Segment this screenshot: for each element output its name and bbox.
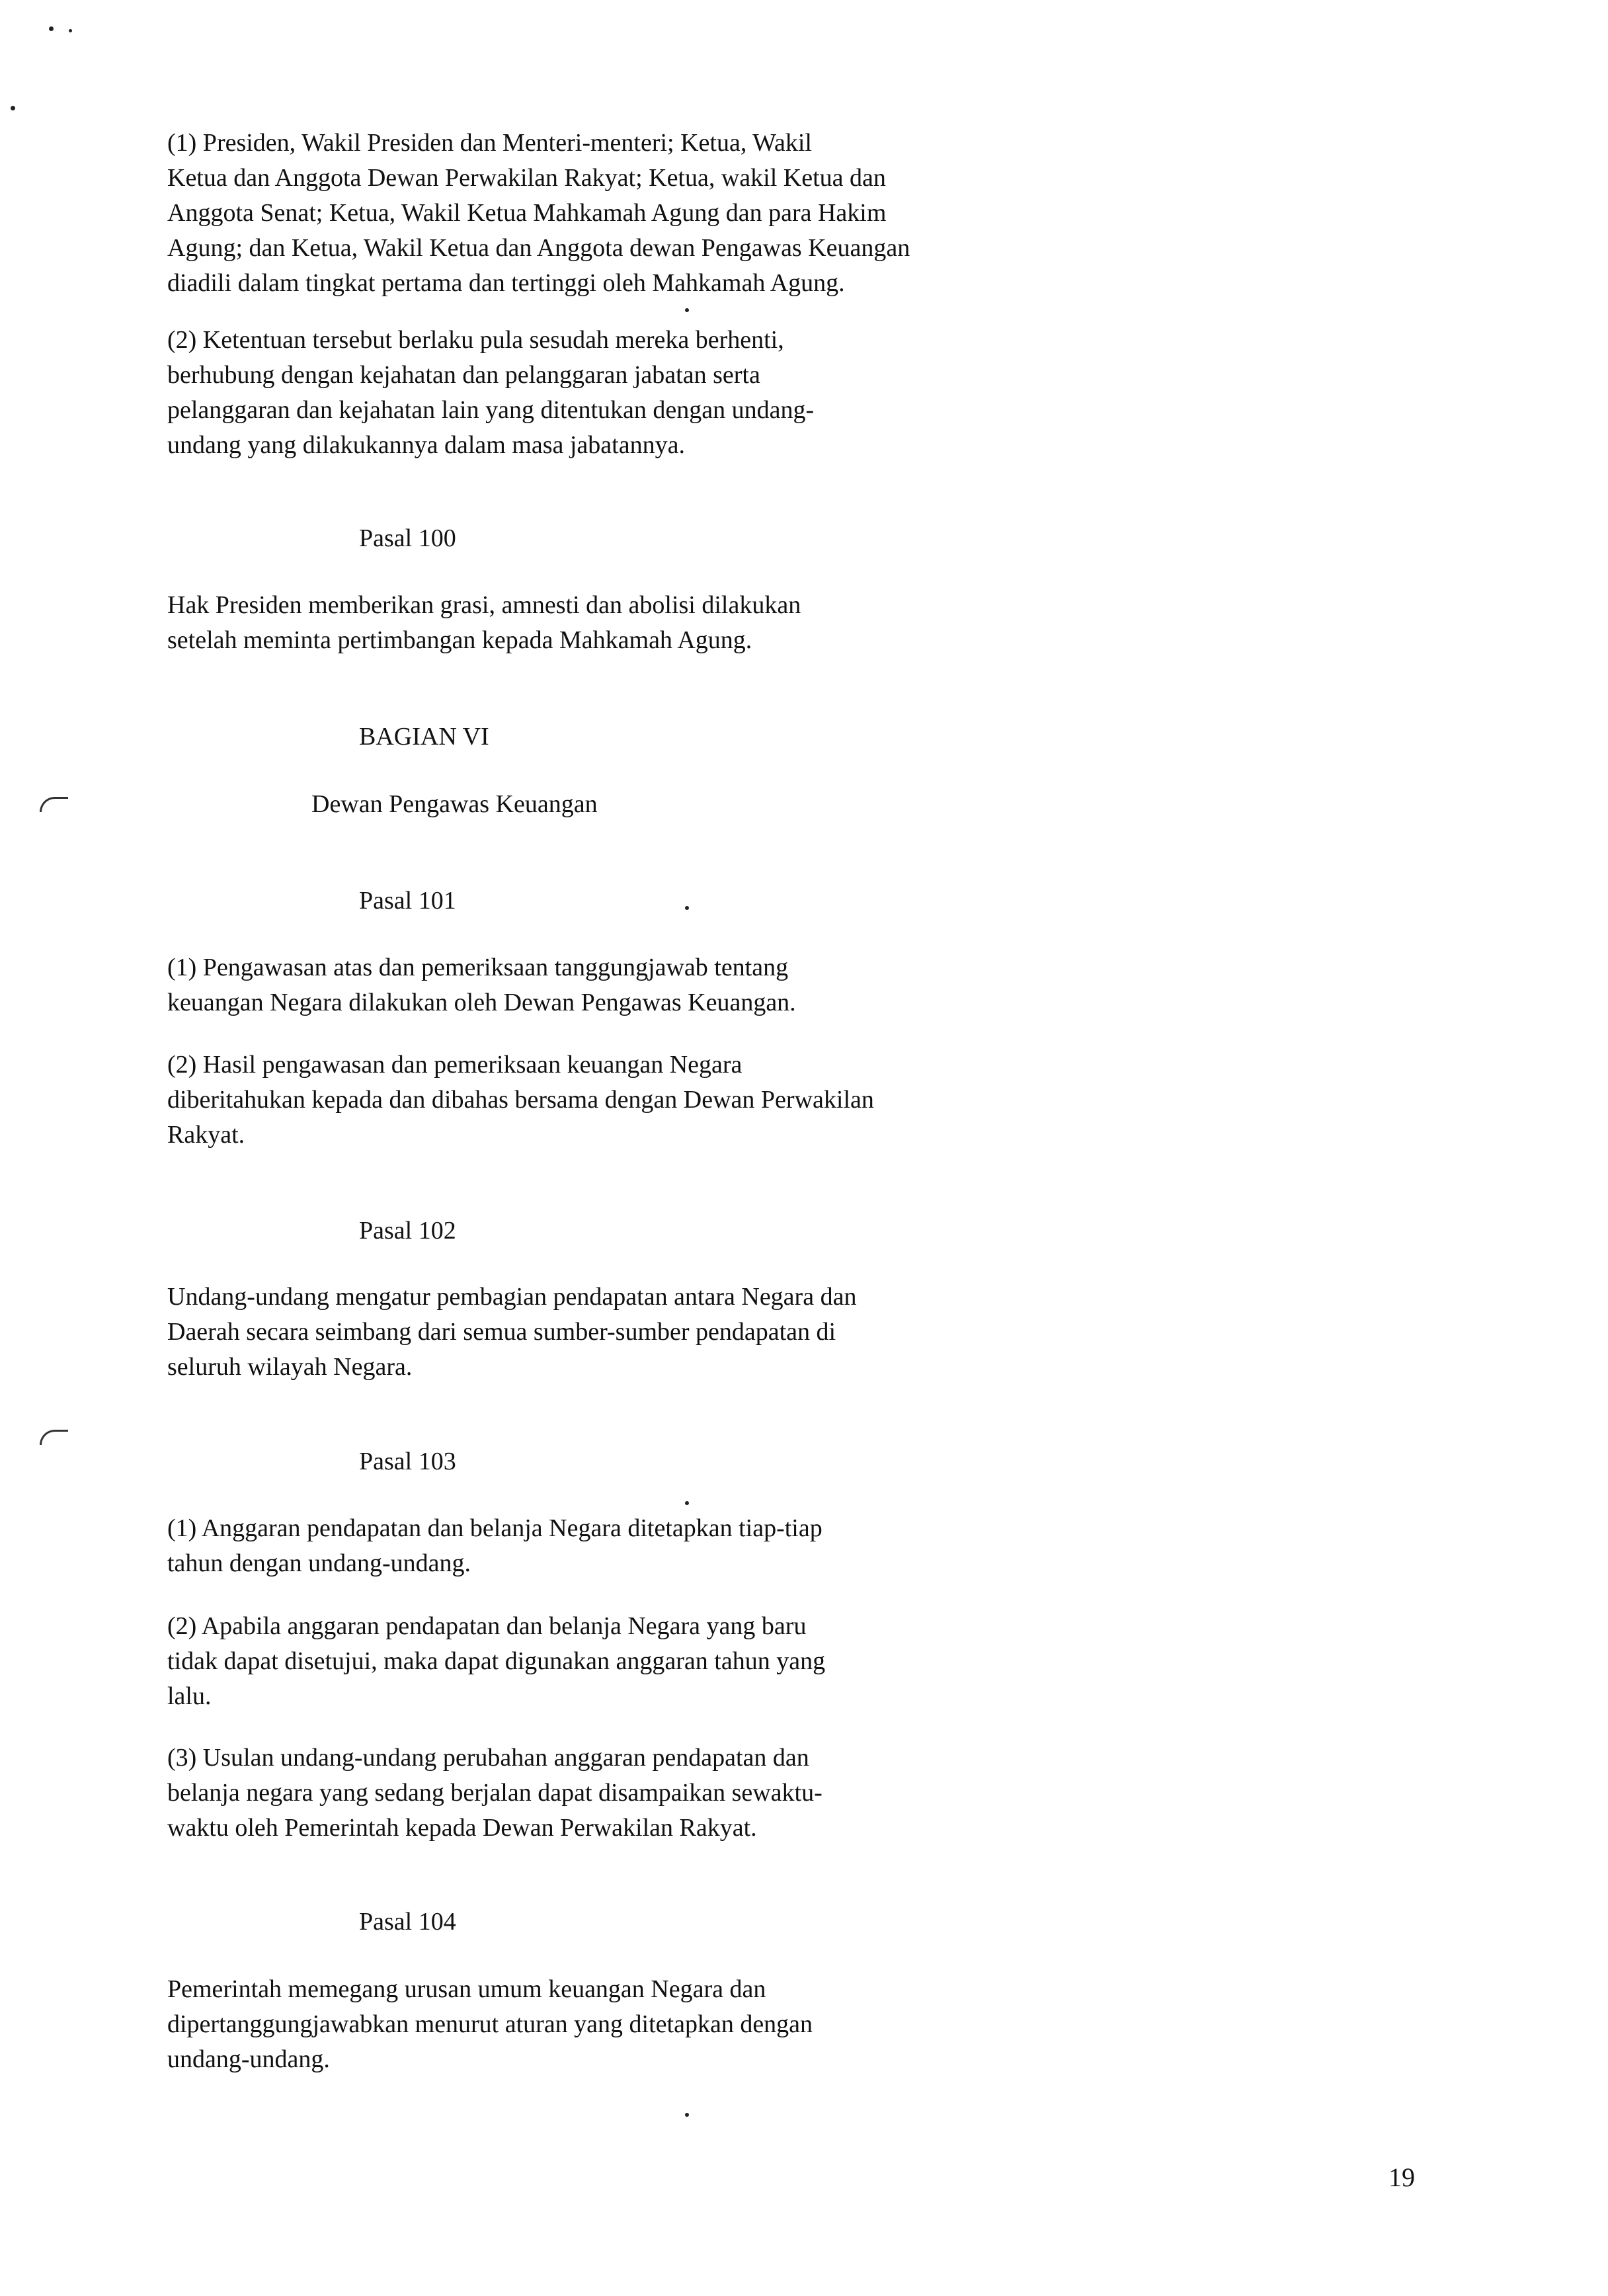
paragraph-article-101-clause-1: (1) Pengawasan atas dan pemeriksaan tanggungjawab tentang keuangan Negara dilakukan oleh Dewan Pengawas Keuangan. (167, 954, 796, 1016)
paragraph-article-104: Pemerintah memegang urusan umum keuangan Negara dan dipertanggungjawabkan menurut aturan yang ditetapkan dengan undang-undang. (167, 1975, 813, 2073)
scan-speck (685, 308, 689, 312)
scan-speck (685, 2113, 689, 2117)
article-heading-pasal-104: Pasal 104 (359, 1908, 456, 1936)
paragraph-article-99-clause-2: (2) Ketentuan tersebut berlaku pula sesudah mereka berhenti, berhubung dengan kejahatan dan pelanggaran jabatan serta pelanggaran dan kejahatan lain yang ditentukan dengan undang- undang yang dilakukannya dalam masa jabatannya. (167, 326, 815, 459)
section-heading-bagian-vi: BAGIAN VI (359, 723, 489, 751)
scan-speck (685, 906, 689, 910)
page-number: 19 (1388, 2162, 1415, 2192)
scan-mark (40, 1430, 68, 1445)
article-heading-pasal-102: Pasal 102 (359, 1217, 456, 1245)
paragraph-article-102: Undang-undang mengatur pembagian pendapatan antara Negara dan Daerah secara seimbang dari semua sumber-sumber pendapatan di seluruh wilayah Negara. (167, 1283, 857, 1381)
paragraph-article-103-clause-2: (2) Apabila anggaran pendapatan dan belanja Negara yang baru tidak dapat disetujui, maka dapat digunakan anggaran tahun yang lalu. (167, 1612, 826, 1710)
article-heading-pasal-100: Pasal 100 (359, 524, 456, 552)
paragraph-article-100: Hak Presiden memberikan grasi, amnesti dan abolisi dilakukan setelah meminta pertimbangan kepada Mahkamah Agung. (167, 591, 801, 654)
scan-speck (685, 1501, 689, 1505)
scan-speck (69, 29, 72, 32)
paragraph-article-99-clause-1: (1) Presiden, Wakil Presiden dan Menteri-menteri; Ketua, Wakil Ketua dan Anggota Dewan Perwakilan Rakyat; Ketua, wakil Ketua dan Anggota Senat; Ketua, Wakil Ketua Mahkamah Agung dan para Hakim Agung; dan Ketua, Wakil Ketua dan Anggota dewan Pengawas Keuangan diadili dalam tingkat pertama dan tertinggi oleh Mahkamah Agung. (167, 129, 910, 297)
article-heading-pasal-103: Pasal 103 (359, 1448, 456, 1475)
section-subtitle: Dewan Pengawas Keuangan (311, 790, 598, 818)
paragraph-article-101-clause-2: (2) Hasil pengawasan dan pemeriksaan keuangan Negara diberitahukan kepada dan dibahas bersama dengan Dewan Perwakilan Rakyat. (167, 1051, 874, 1149)
paragraph-article-103-clause-3: (3) Usulan undang-undang perubahan anggaran pendapatan dan belanja negara yang sedang berjalan dapat disampaikan sewaktu- waktu oleh Pemerintah kepada Dewan Perwakilan Rakyat. (167, 1744, 823, 1842)
paragraph-article-103-clause-1: (1) Anggaran pendapatan dan belanja Negara ditetapkan tiap-tiap tahun dengan undang-undang. (167, 1514, 823, 1577)
scan-mark (40, 797, 68, 812)
scan-speck (49, 26, 54, 31)
scan-speck (11, 106, 15, 110)
article-heading-pasal-101: Pasal 101 (359, 887, 456, 915)
